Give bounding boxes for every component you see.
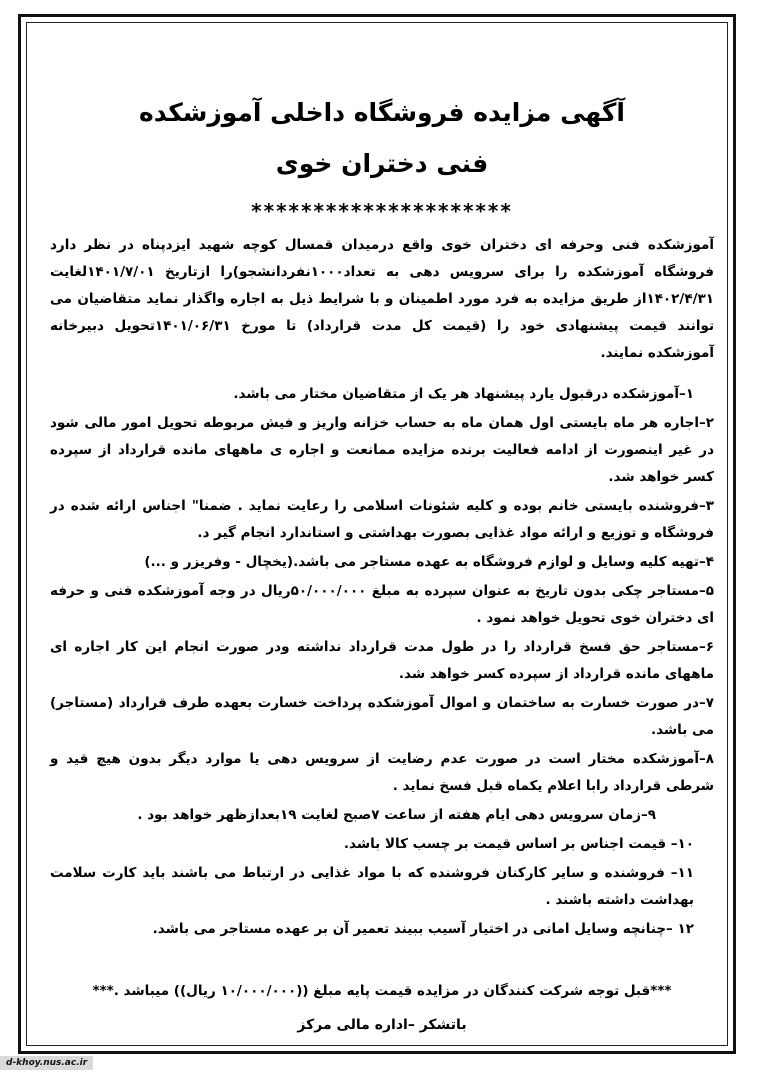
site-watermark: d-khoy.nus.ac.ir [0, 1056, 93, 1070]
condition-item-6: ۶–مستاجر حق فسخ قرارداد را در طول مدت قرارداد نداشته ودر صورت انجام این کار اجاره ای ماههای مانده قرارداد از سپرده کسر خواهد شد. [50, 638, 714, 682]
base-price-note: ***قبل توجه شرکت کنندگان در مزایده قیمت پایه مبلغ ((۱۰/۰۰۰/۰۰۰ ریال)) میباشد .*** [92, 982, 672, 999]
intro-paragraph: آموزشکده فنی وحرفه ای دختران خوی واقع درمیدان قمسال کوچه شهید ایزدپناه در نظر دارد فروشگاه آموزشکده را برای سرویس دهی به تعداد۱۰۰۰نفردانشجو)را ازتاریخ ۱۴۰۱/۷/۰۱لغایت ۱۴۰۲/۴/۳۱از طریق مزایده به فرد مورد اطمینان و با شرایط ذیل به اجاره واگذار نماید متقاضیان می توانند قیمت پیشنهادی خود را (قیمت کل مدت قرارداد) تا مورخ ۱۴۰۱/۰۶/۳۱تحویل دبیرخانه آموزشکده نمایند. [50, 237, 715, 361]
condition-item-1: ۱–آموزشکده درقبول یارد پیشنهاد هر یک از متقاضیان مختار می باشد. [233, 385, 694, 402]
conditions-list [50, 381, 714, 943]
condition-item-2: ۲–اجاره هر ماه بایستی اول همان ماه به حساب خزانه واریز و فیش مربوطه تحویل امور مالی شود در غیر اینصورت از ادامه فعالیت برنده مزایده ممانعت و اجاره ی ماههای مانده قرارداد از سپرده کسر خواهد شد. [50, 414, 714, 485]
title-line-2: فنی دختران خوی [275, 149, 489, 178]
condition-item-8: ۸–آموزشکده مختار است در صورت عدم رضایت از سرویس دهی یا موارد دیگر بدون هیچ قید و شرطی قرارداد رابا اعلام یکماه قبل فسخ نماید . [50, 750, 714, 794]
condition-item-10: ۱۰– قیمت اجناس بر اساس قیمت بر چسب کالا باشد. [343, 835, 694, 852]
title-line-1: آگهی مزایده فروشگاه داخلی آموزشکده [139, 98, 625, 127]
condition-item-9: ۹–زمان سرویس دهی ایام هفته از ساعت ۷صبح لغایت ۱۹بعدازظهر خواهد بود . [137, 806, 656, 823]
condition-item-7: ۷–در صورت خسارت به ساختمان و اموال آموزشکده پرداخت خسارت بعهده طرف قرارداد (مستاجر) می باشد. [50, 694, 714, 738]
condition-item-11: ۱۱– فروشنده و سایر کارکنان فروشنده که با مواد غذایی در ارتباط می باشند باید کارت سلامت بهداشت داشته باشند . [50, 864, 694, 908]
condition-item-12: ۱۲ –چنانچه وسایل امانی در اختیار آسیب ببیند تعمیر آن بر عهده مستاجر می باشد. [152, 920, 694, 937]
condition-item-4: ۴–تهیه کلیه وسایل و لوازم فروشگاه به عهده مستاجر می باشد.(یخچال - وفریزر و ...) [144, 553, 714, 570]
star-divider: ********************* [251, 199, 513, 223]
signature: باتشکر –اداره مالی مرکز [297, 1016, 467, 1033]
condition-item-5: ۵–مستاجر چکی بدون تاریخ به عنوان سپرده به مبلغ ۵۰/۰۰۰/۰۰۰ریال در وجه آموزشکده فنی و حرفه ای دختران خوی تحویل خواهد نمود . [50, 582, 714, 626]
condition-item-3: ۳–فروشنده بایستی خانم بوده و کلیه شئونات اسلامی را رعایت نماید . ضمنا" اجناس ارائه شده در فروشگاه و توزیع و ارائه مواد غذایی بصورت بهداشتی و استاندارد انجام گیر د. [50, 497, 714, 541]
announcement-document [50, 92, 714, 1039]
